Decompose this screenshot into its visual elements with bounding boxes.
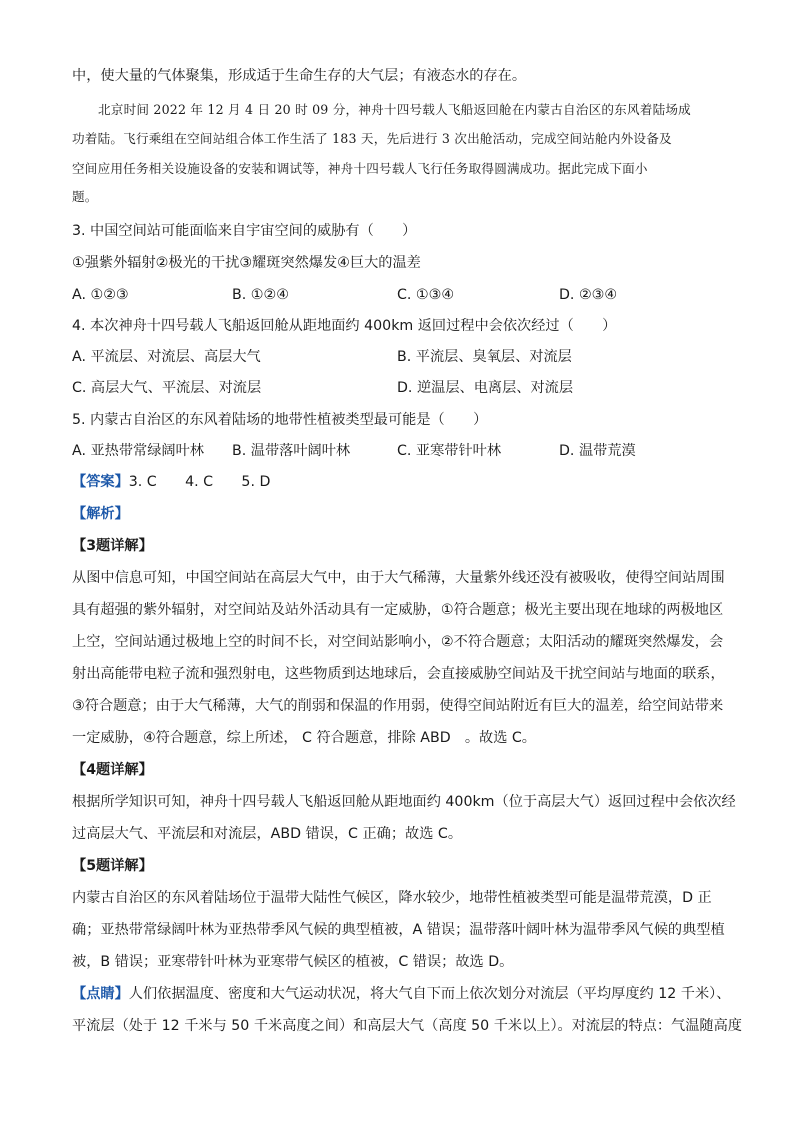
- answer-line: [72, 472, 722, 492]
- d5-line-1: 内蒙古自治区的东风着陆场位于温带大陆性气候区，降水较少，地带性植被类型可能是温带荒漠，D 正: [72, 890, 712, 906]
- analysis-heading: [72, 504, 722, 524]
- q3-option-a: A. ①②③: [72, 287, 129, 303]
- q3-option-b: B. ①②④: [232, 287, 289, 303]
- q3-option-c: C. ①③④: [397, 287, 455, 303]
- analysis-tag: 【解析】: [72, 506, 129, 522]
- d4-heading: 【4题详解】: [72, 762, 153, 778]
- note-line-2: 平流层（处于 12 千米与 50 千米高度之间）和高层大气（高度 50 千米以上）。对流层的特点：气温随高度: [72, 1018, 742, 1034]
- answer-tag: 【答案】: [72, 474, 129, 490]
- q5-stem: 5. 内蒙古自治区的东风着陆场的地带性植被类型最可能是（ ）: [72, 412, 488, 428]
- answer-text: 3. C 4. C 5. D: [128, 474, 271, 490]
- note-line-1: [72, 984, 731, 1004]
- q5-option-a: A. 亚热带常绿阔叶林: [72, 443, 204, 459]
- q5-option-b: B. 温带落叶阔叶林: [232, 443, 351, 459]
- q4-option-c: C. 高层大气、平流层、对流层: [72, 380, 262, 396]
- d3-line-6: 一定威胁，④符合题意，综上所述， C 符合题意，排除 ABD 。故选 C。: [72, 730, 536, 746]
- q5-option-c: C. 亚寒带针叶林: [397, 443, 502, 459]
- d4-line-2: 过高层大气、平流层和对流层，ABD 错误，C 正确；故选 C。: [72, 826, 463, 842]
- q4-stem: 4. 本次神舟十四号载人飞船返回舱从距地面约 400km 返回过程中会依次经过（ ）: [72, 318, 617, 334]
- q5-option-d: D. 温带荒漠: [559, 443, 636, 459]
- passage-line-2: 功着陆。飞行乘组在空间站组合体工作生活了 183 天，先后进行 3 次出舱活动，完成空间站舱内外设备及: [72, 131, 672, 146]
- q4-option-b: B. 平流层、臭氧层、对流层: [397, 349, 572, 365]
- passage-line-1: 北京时间 2022 年 12 月 4 日 20 时 09 分，神舟十四号载人飞船返回舱在内蒙古自治区的东风着陆场成: [98, 102, 691, 117]
- passage-line-4: 题。: [72, 189, 98, 204]
- q3-option-d: D. ②③④: [559, 287, 618, 303]
- d3-heading: 【3题详解】: [72, 538, 153, 554]
- d3-line-5: ③符合题意；由于大气稀薄，大气的削弱和保温的作用弱，使得空间站附近有巨大的温差，给空间站带来: [72, 698, 724, 714]
- note-tag: 【点睛】: [72, 986, 129, 1002]
- q3-stem: 3. 中国空间站可能面临来自宇宙空间的威胁有（ ）: [72, 223, 417, 239]
- intro-line: 中，使大量的气体聚集，形成适于生命生存的大气层；有液态水的存在。: [72, 68, 527, 84]
- q4-option-d: D. 逆温层、电离层、对流层: [397, 380, 574, 396]
- d5-line-3: 被，B 错误；亚寒带针叶林为亚寒带气候区的植被，C 错误；故选 D。: [72, 954, 514, 970]
- d5-line-2: 确；亚热带常绿阔叶林为亚热带季风气候的典型植被，A 错误；温带落叶阔叶林为温带季风气候的典型植: [72, 922, 725, 938]
- q3-statements: ①强紫外辐射②极光的干扰③耀斑突然爆发④巨大的温差: [72, 255, 421, 271]
- note-text-1: 人们依据温度、密度和大气运动状况，将大气自下而上依次划分对流层（平均厚度约 12 千米）、: [128, 986, 731, 1002]
- d3-line-3: 上空，空间站通过极地上空的时间不长，对空间站影响小，②不符合题意；太阳活动的耀斑突然爆发，会: [72, 634, 724, 650]
- d3-line-4: 射出高能带电粒子流和强烈射电，这些物质到达地球后，会直接威胁空间站及干扰空间站与地面的联系，: [72, 666, 725, 682]
- q4-option-a: A. 平流层、对流层、高层大气: [72, 349, 261, 365]
- d5-heading: 【5题详解】: [72, 858, 153, 874]
- passage-line-3: 空间应用任务相关设施设备的安装和调试等，神舟十四号载人飞行任务取得圆满成功。据此完成下面小: [72, 161, 648, 176]
- d3-line-1: 从图中信息可知，中国空间站在高层大气中，由于大气稀薄，大量紫外线还没有被吸收，使得空间站周围: [72, 570, 725, 586]
- d3-line-2: 具有超强的紫外辐射，对空间站及站外活动具有一定威胁，①符合题意；极光主要出现在地球的两极地区: [72, 602, 724, 618]
- d4-line-1: 根据所学知识可知，神舟十四号载人飞船返回舱从距地面约 400km（位于高层大气）返回过程中会依次经: [72, 794, 736, 810]
